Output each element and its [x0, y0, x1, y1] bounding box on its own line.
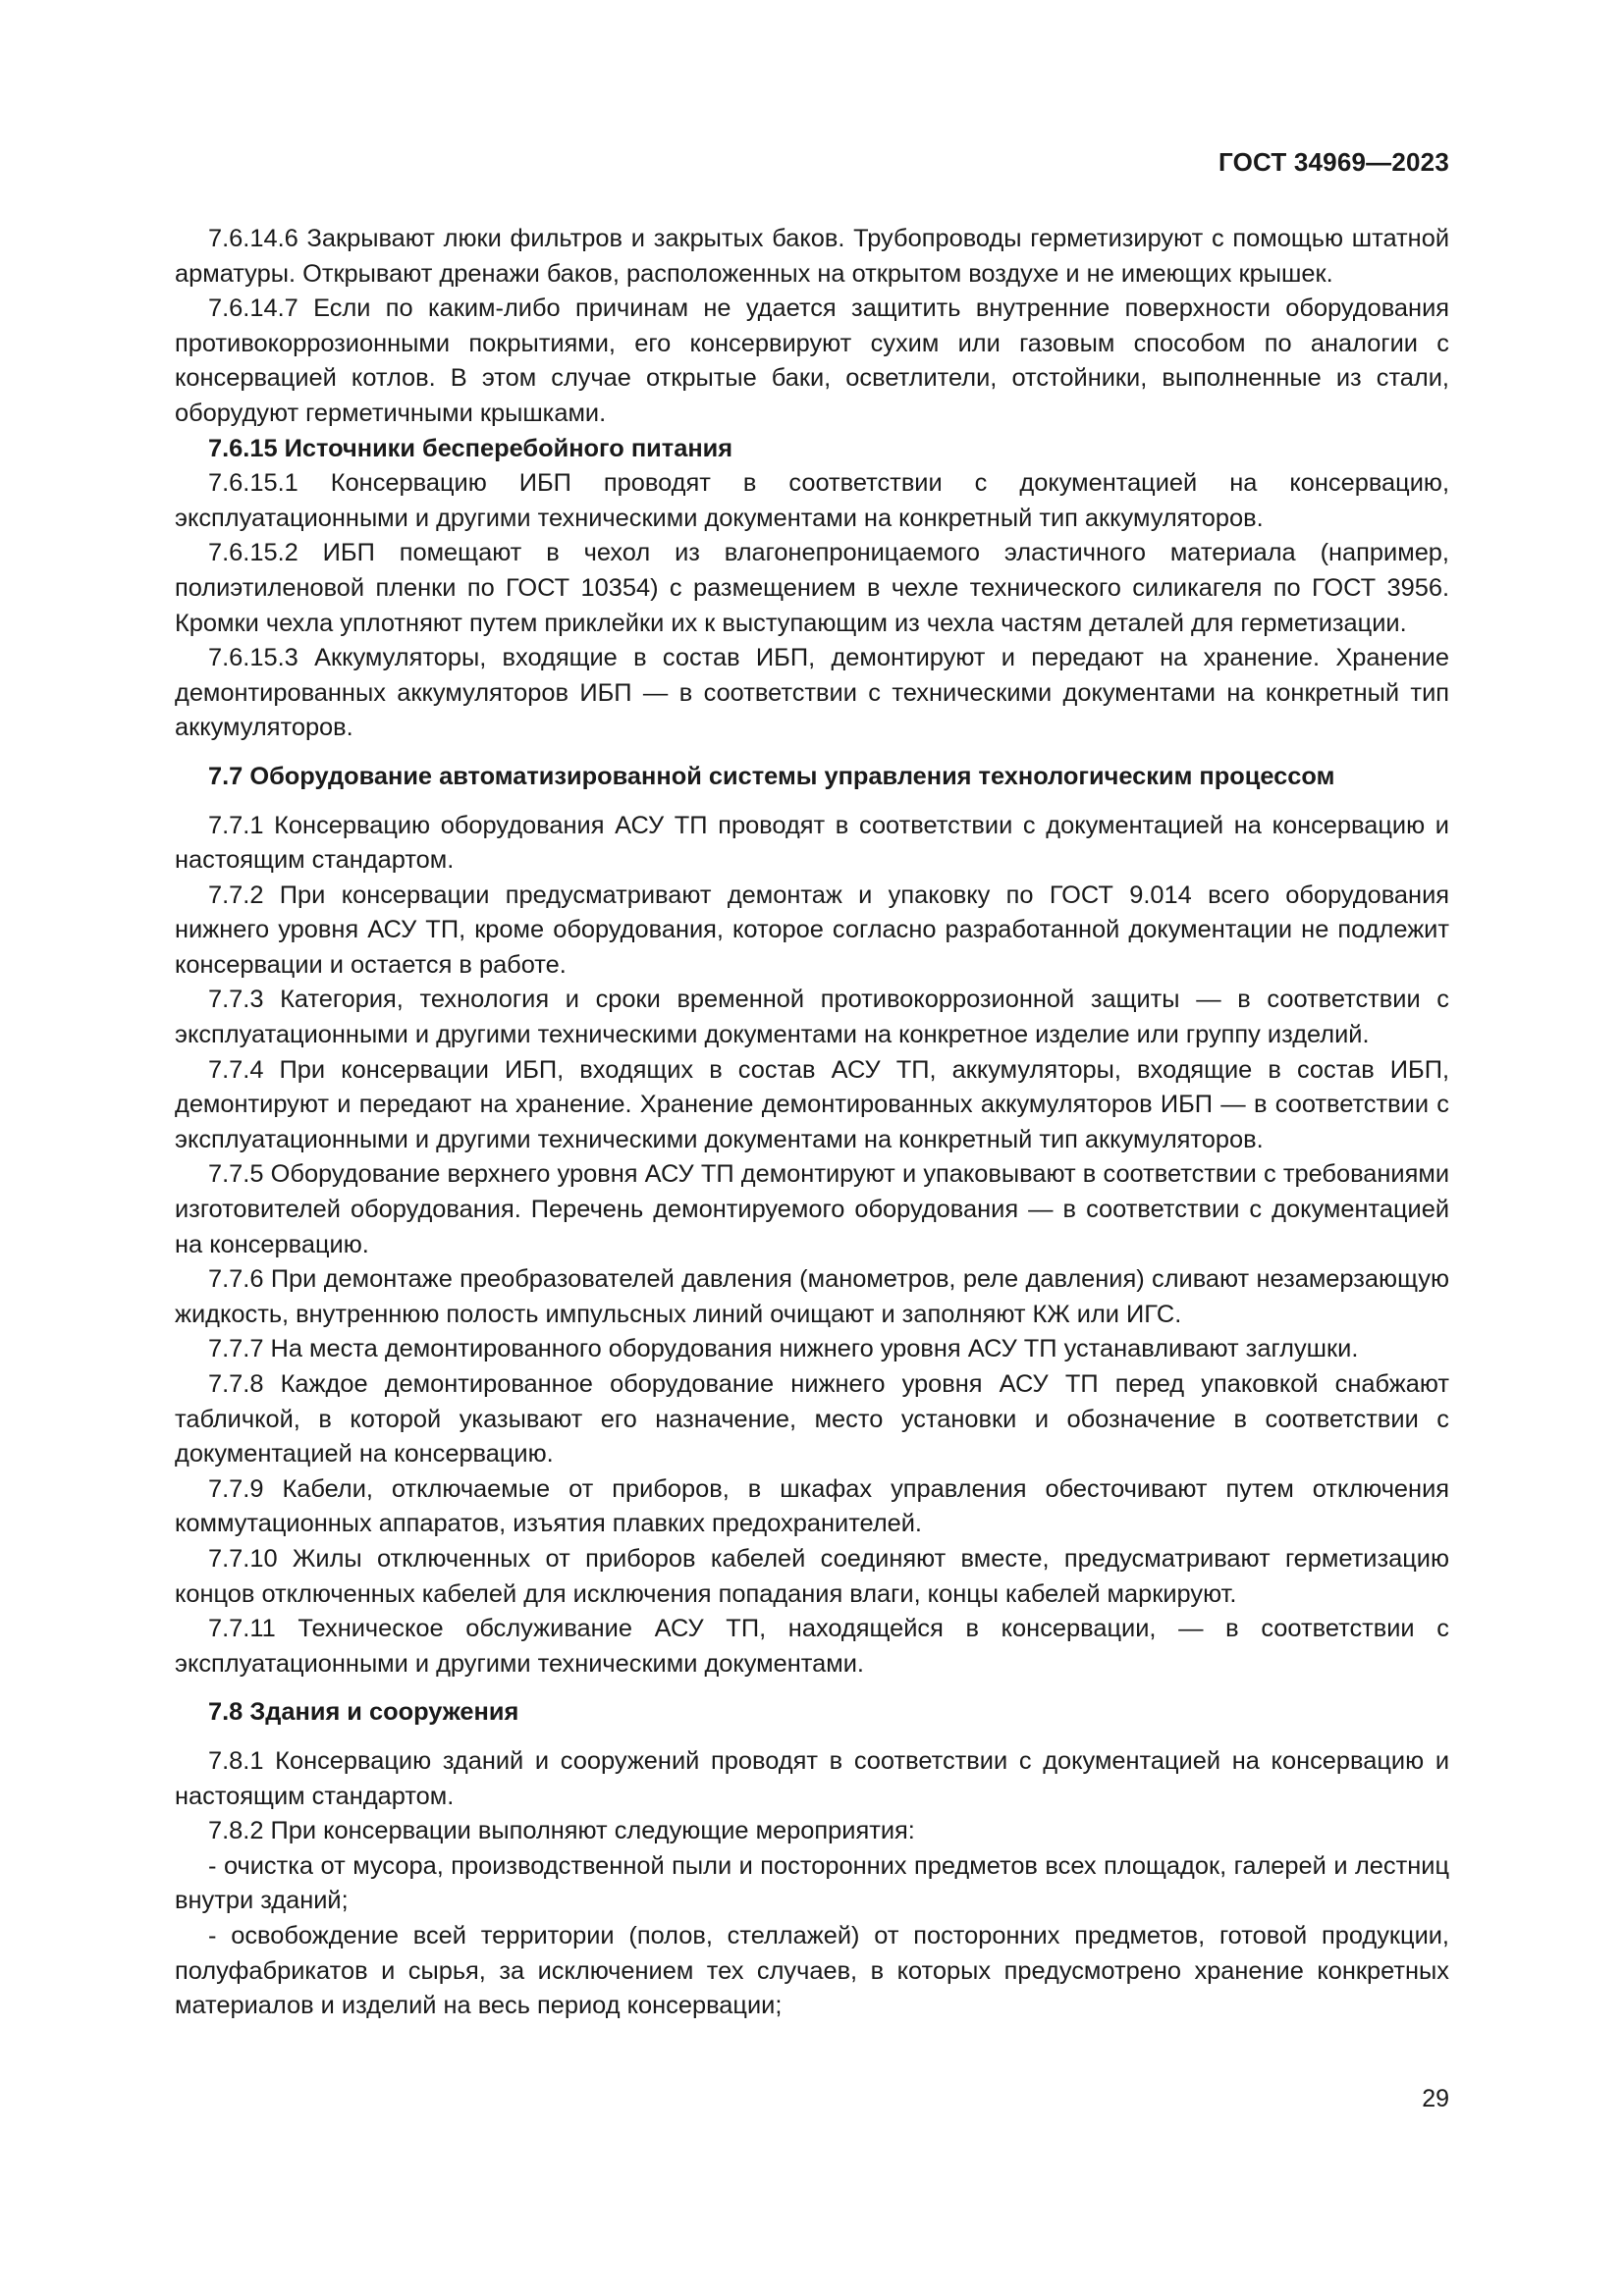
paragraph: 7.6.15.3 Аккумуляторы, входящие в состав ИБП, демонтируют и передают на хранение. Хранение демонтированных аккумуляторов ИБП — в соответствии с техническими документами на конкретный тип аккумуляторов. — [175, 644, 1449, 742]
paragraph: 7.7.1 Консервацию оборудования АСУ ТП проводят в соответствии с документацией на консервацию и настоящим стандартом. — [175, 811, 1449, 875]
document-header: ГОСТ 34969—2023 — [1218, 147, 1449, 177]
paragraph: 7.6.14.6 Закрывают люки фильтров и закрытых баков. Трубопроводы герметизируют с помощью штатной арматуры. Открывают дренажи баков, расположенных на открытом воздухе и не имеющих крышек. — [175, 225, 1449, 288]
paragraph: 7.7.6 При демонтаже преобразователей давления (манометров, реле давления) сливают незамерзающую жидкость, внутреннюю полость импульсных линий очищают и заполняют КЖ или ИГС. — [175, 1265, 1449, 1328]
paragraph: 7.6.14.7 Если по каким-либо причинам не удается защитить внутренние поверхности оборудования противокоррозионными покрытиями, его консервируют сухим или газовым способом по аналогии с консервацией котлов. В этом случае открытые баки, осветлители, отстойники, выполненные из стали, оборудуют герметичными крышками. — [175, 294, 1449, 427]
paragraph: 7.7.5 Оборудование верхнего уровня АСУ ТП демонтируют и упаковывают в соответствии с требованиями изготовителей оборудования. Перечень демонтируемого оборудования — в соответствии с документацией на консервацию. — [175, 1160, 1449, 1258]
paragraph: 7.7.9 Кабели, отключаемые от приборов, в шкафах управления обесточивают путем отключения коммутационных аппаратов, изъятия плавких предохранителей. — [175, 1474, 1449, 1538]
paragraph: 7.7.11 Техническое обслуживание АСУ ТП, находящейся в консервации, — в соответствии с эксплуатационными и другими техническими документами. — [175, 1615, 1449, 1678]
document-body — [175, 222, 1449, 2024]
paragraph: - очистка от мусора, производственной пыли и посторонних предметов всех площадок, галерей и лестниц внутри зданий; — [175, 1851, 1449, 1915]
paragraph: 7.8.1 Консервацию зданий и сооружений проводят в соответствии с документацией на консервацию и настоящим стандартом. — [175, 1746, 1449, 1810]
paragraph: 7.6.15.2 ИБП помещают в чехол из влагонепроницаемого эластичного материала (например, полиэтиленовой пленки по ГОСТ 10354) с размещением в чехле технического силикагеля по ГОСТ 3956. Кромки чехла уплотняют путем приклейки их к выступающим из чехла частям деталей для герметизации. — [175, 539, 1449, 637]
section-heading: 7.8 Здания и сооружения — [208, 1698, 519, 1727]
paragraph: 7.7.7 На места демонтированного оборудования нижнего уровня АСУ ТП устанавливают заглушки. — [208, 1335, 1359, 1363]
paragraph: 7.7.8 Каждое демонтированное оборудование нижнего уровня АСУ ТП перед упаковкой снабжают табличкой, в которой указывают его назначение, место установки и обозначение в соответствии с документацией на консервацию. — [175, 1370, 1449, 1468]
page-number: 29 — [1422, 2085, 1449, 2112]
paragraph: 7.7.3 Категория, технология и сроки временной противокоррозионной защиты — в соответствии с эксплуатационными и другими техническими документами на конкретное изделие или группу изделий. — [175, 986, 1449, 1049]
paragraph: - освобождение всей территории (полов, стеллажей) от посторонних предметов, готовой продукции, полуфабрикатов и сырья, за исключением тех случаев, в которых предусмотрено хранение конкретных материалов и изделий на весь период консервации; — [175, 1921, 1449, 2020]
paragraph: 7.7.4 При консервации ИБП, входящих в состав АСУ ТП, аккумуляторы, входящие в состав ИБП, демонтируют и передают на хранение. Хранение демонтированных аккумуляторов ИБП — в соответствии с эксплуатационными и другими техническими документами на конкретный тип аккумуляторов. — [175, 1055, 1449, 1153]
section-heading: 7.7 Оборудование автоматизированной системы управления технологическим процессом — [208, 762, 1335, 790]
paragraph: 7.7.10 Жилы отключенных от приборов кабелей соединяют вместе, предусматривают герметизацию концов отключенных кабелей для исключения попадания влаги, концы кабелей маркируют. — [175, 1544, 1449, 1608]
paragraph: 7.6.15.1 Консервацию ИБП проводят в соответствии с документацией на консервацию, эксплуатационными и другими техническими документами на конкретный тип аккумуляторов. — [175, 469, 1449, 532]
paragraph: 7.8.2 При консервации выполняют следующие мероприятия: — [208, 1817, 915, 1845]
paragraph: 7.7.2 При консервации предусматривают демонтаж и упаковку по ГОСТ 9.014 всего оборудования нижнего уровня АСУ ТП, кроме оборудования, которое согласно разработанной документации не подлежит консервации и остается в работе. — [175, 881, 1449, 979]
subsection-heading: 7.6.15 Источники бесперебойного питания — [208, 434, 733, 462]
